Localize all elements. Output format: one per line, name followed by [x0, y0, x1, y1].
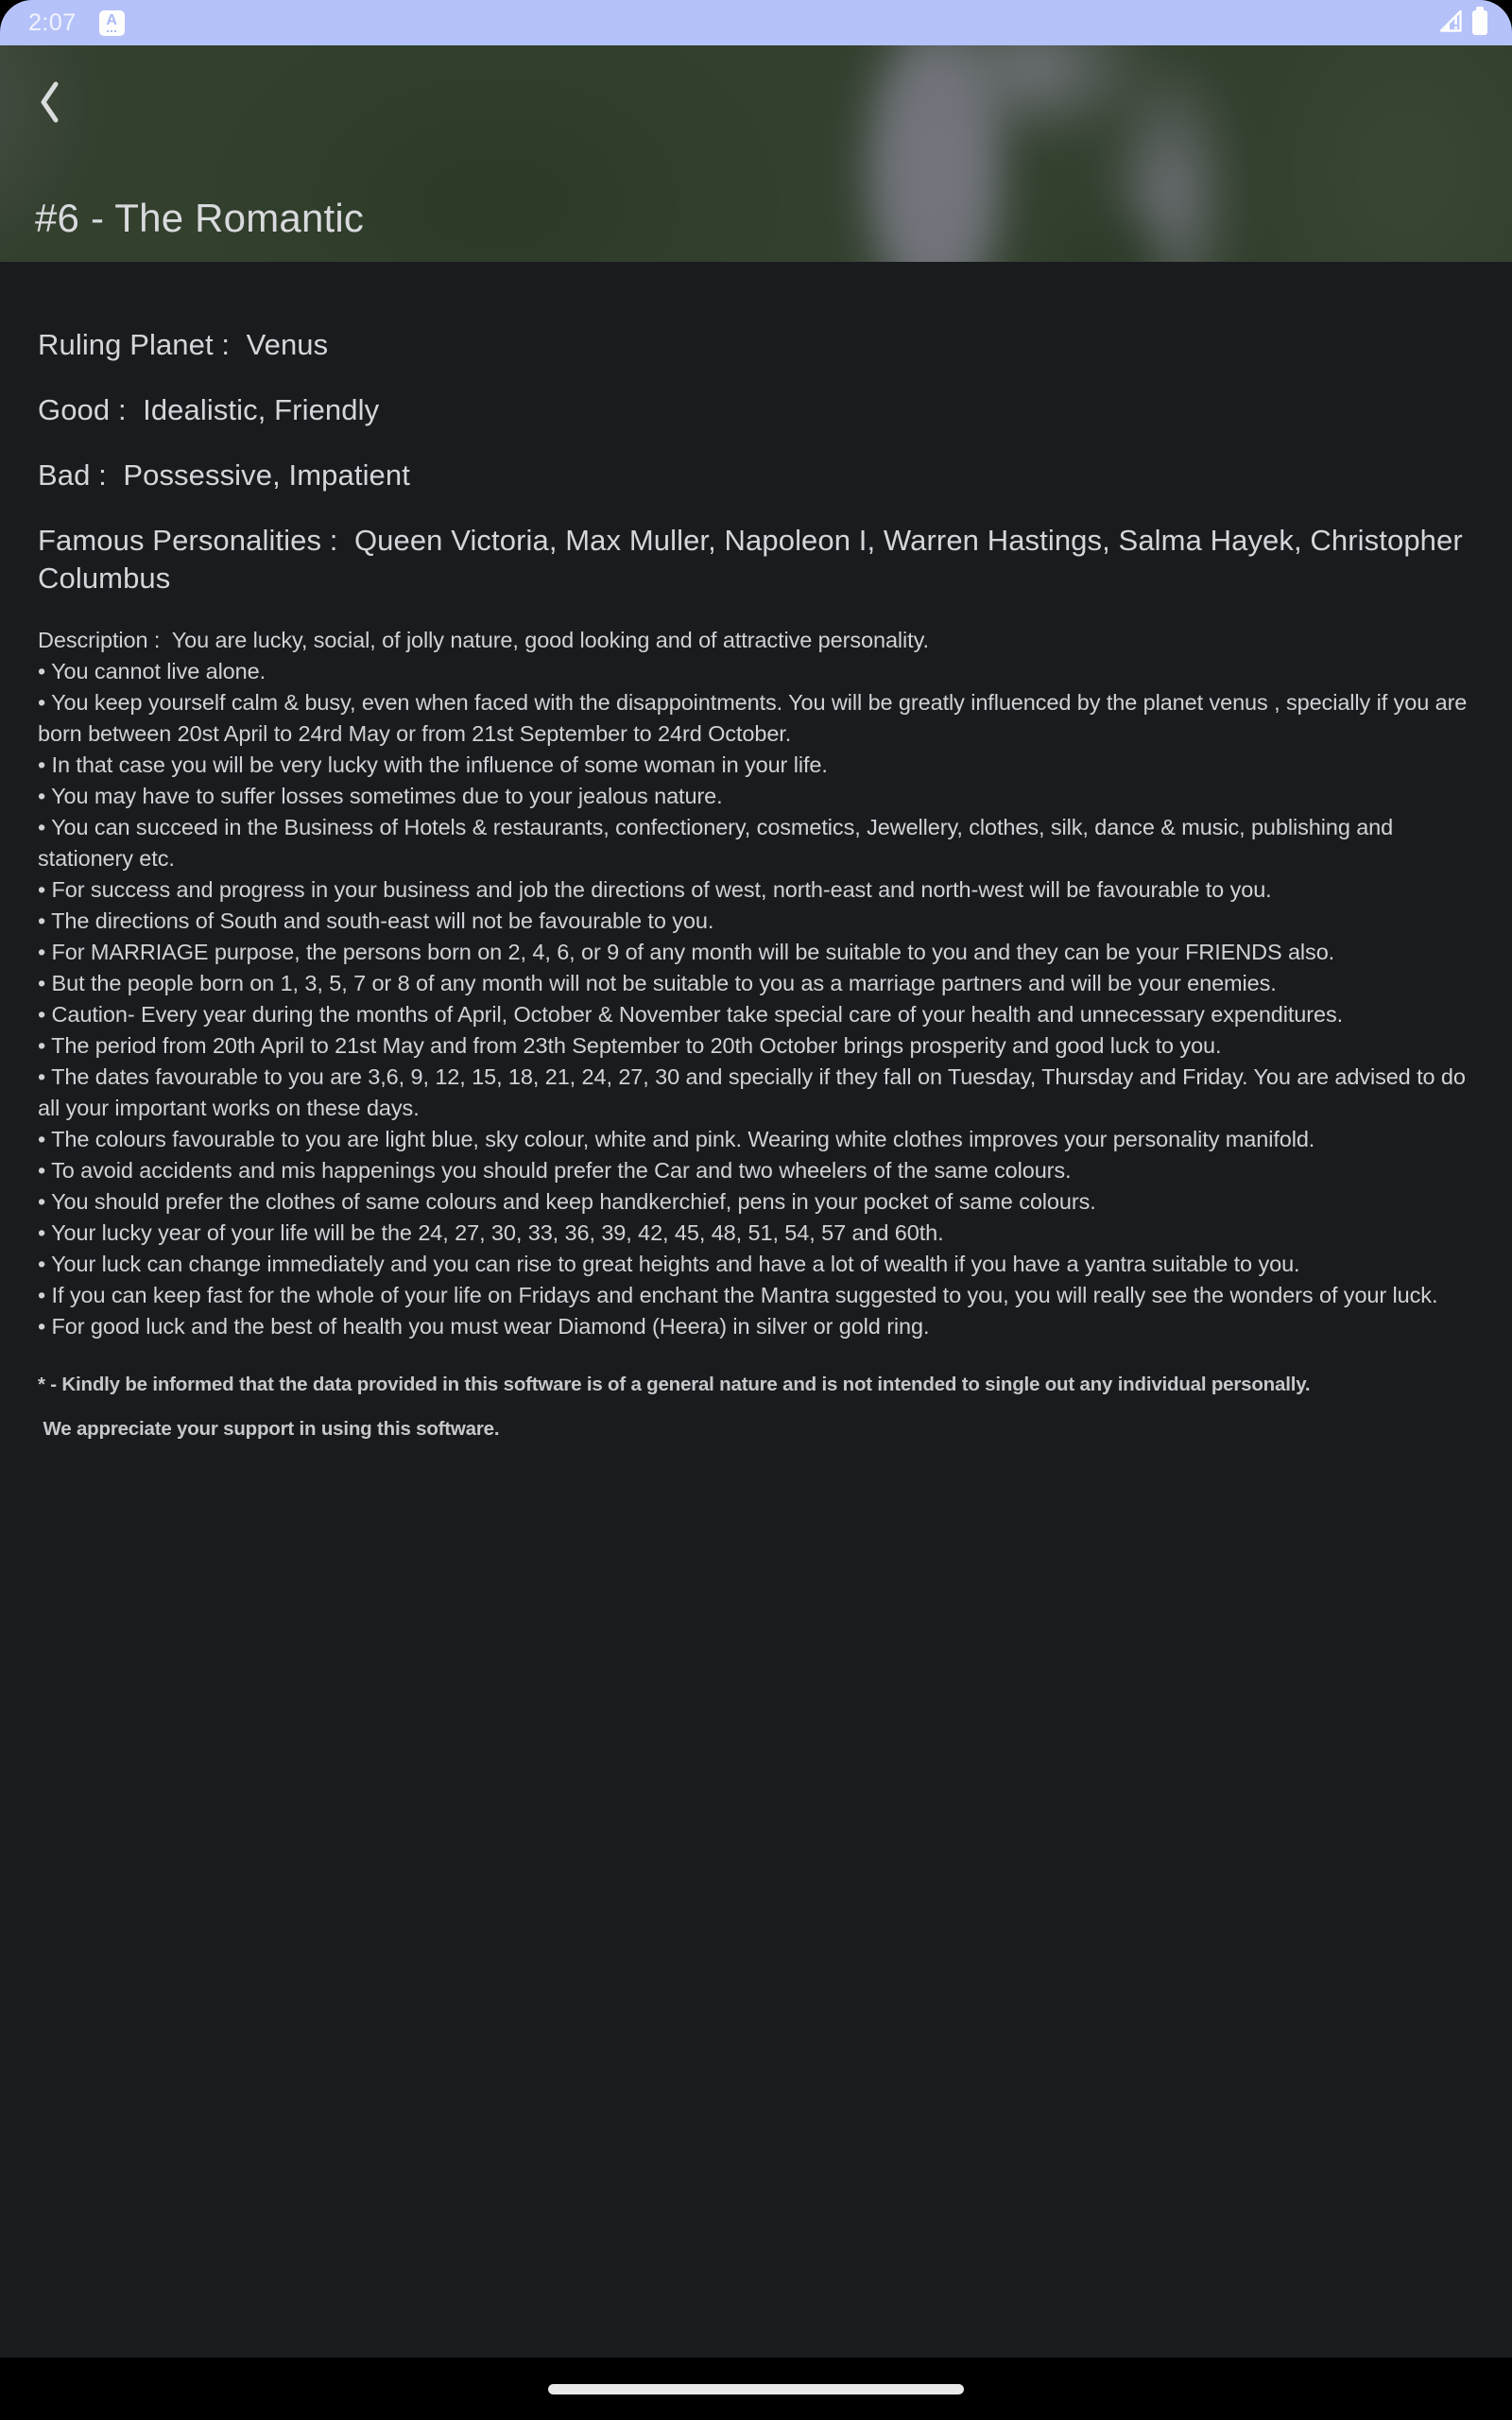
attribute-value: Idealistic, Friendly: [143, 393, 380, 426]
attribute-value: Venus: [246, 328, 329, 361]
description-line: • To avoid accidents and mis happenings you should prefer the Car and two wheelers of the same colours.: [38, 1158, 1072, 1183]
back-button[interactable]: [28, 78, 70, 129]
description-line: • But the people born on 1, 3, 5, 7 or 8 of any month will not be suitable to you as a marriage partners and will be your enemies.: [38, 971, 1277, 995]
battery-icon: [1472, 10, 1487, 35]
description-line: • The colours favourable to you are light blue, sky colour, white and pink. Wearing white clothes improves your personality manifold.: [38, 1127, 1315, 1151]
attribute-label: Good: [38, 393, 111, 426]
attribute-separator: :: [90, 458, 124, 492]
header: [0, 45, 1512, 262]
app-badge-letter: A: [106, 12, 117, 28]
disclaimer-footnote: * - Kindly be informed that the data provided in this software is of a general nature and is not intended to single out any individual personally.: [38, 1374, 1311, 1395]
back-chevron-icon: [39, 80, 60, 127]
attribute-label: Ruling Planet: [38, 328, 214, 361]
description-line: • In that case you will be very lucky with the influence of some woman in your life.: [38, 752, 828, 777]
status-bar-left: [28, 0, 125, 45]
attribute-separator: :: [110, 393, 144, 426]
description-block: [38, 625, 1474, 1342]
attribute-label: Bad: [38, 458, 91, 492]
status-bar: [0, 0, 1512, 45]
description-line: • Your luck can change immediately and you can rise to great heights and have a lot of wealth if you have a yantra suitable to you.: [38, 1252, 1300, 1276]
status-time: 2:07: [28, 9, 77, 36]
description-line: • You cannot live alone.: [38, 659, 266, 683]
attribute-row-bad: [38, 457, 1474, 494]
description-line: • Your lucky year of your life will be the 24, 27, 30, 33, 36, 39, 42, 45, 48, 51, 54, 57 and 60th.: [38, 1220, 944, 1245]
description-line: • You may have to suffer losses sometimes due to your jealous nature.: [38, 784, 723, 808]
support-footnote: We appreciate your support in using this software.: [38, 1418, 500, 1440]
description-line: Description : You are lucky, social, of jolly nature, good looking and of attractive personality.: [38, 628, 929, 652]
description-line: • The period from 20th April to 21st May and from 23th September to 20th October brings prosperity and good luck to you.: [38, 1033, 1222, 1058]
attribute-value: Queen Victoria, Max Muller, Napoleon I, Warren Hastings, Salma Hayek, Christopher Columbus: [38, 524, 1471, 595]
attribute-row-good: [38, 391, 1474, 429]
attribute-row-ruling-planet: [38, 326, 1474, 364]
attribute-label: Famous Personalities: [38, 524, 322, 557]
content-scroll-area[interactable]: [0, 262, 1512, 2358]
attribute-separator: :: [213, 328, 247, 361]
signal-no-internet-icon: [1437, 8, 1463, 38]
description-line: • You keep yourself calm & busy, even when faced with the disappointments. You will be greatly influenced by the planet venus , specially if you are born between 20st April to 24rd May or from 21st September to 24rd October.: [38, 690, 1473, 746]
description-line: • The directions of South and south-east will not be favourable to you.: [38, 908, 714, 933]
status-bar-right: [1437, 8, 1487, 38]
description-line: • You should prefer the clothes of same colours and keep handkerchief, pens in your pocket of same colours.: [38, 1189, 1096, 1214]
description-line: • For success and progress in your business and job the directions of west, north-east and north-west will be favourable to you.: [38, 877, 1272, 902]
description-line: • You can succeed in the Business of Hotels & restaurants, confectionery, cosmetics, Jewellery, clothes, silk, dance & music, publishing and stationery etc.: [38, 815, 1400, 871]
description-line: • For good luck and the best of health you must wear Diamond (Heera) in silver or gold ring.: [38, 1314, 930, 1339]
description-line: • If you can keep fast for the whole of your life on Fridays and enchant the Mantra suggested to you, you will really see the wonders of your luck.: [38, 1283, 1438, 1307]
description-line: • Caution- Every year during the months of April, October & November take special care of your health and unnecessary expenditures.: [38, 1002, 1344, 1027]
description-line: • The dates favourable to you are 3,6, 9, 12, 15, 18, 21, 24, 27, 30 and specially if they fall on Tuesday, Thursday and Friday. You are advised to do all your important works on these days.: [38, 1064, 1472, 1120]
page-title: #6 - The Romantic: [35, 196, 365, 240]
description-line: • For MARRIAGE purpose, the persons born on 2, 4, 6, or 9 of any month will be suitable to you and they can be your FRIENDS also.: [38, 940, 1335, 964]
app-badge-dots: [107, 30, 109, 32]
attribute-value: Possessive, Impatient: [123, 458, 410, 492]
attribute-row-famous-personalities: [38, 522, 1474, 597]
attribute-separator: :: [321, 524, 354, 557]
home-indicator[interactable]: [548, 2384, 964, 2394]
system-navigation-bar: [0, 2358, 1512, 2420]
app-notification-icon: [99, 10, 125, 36]
